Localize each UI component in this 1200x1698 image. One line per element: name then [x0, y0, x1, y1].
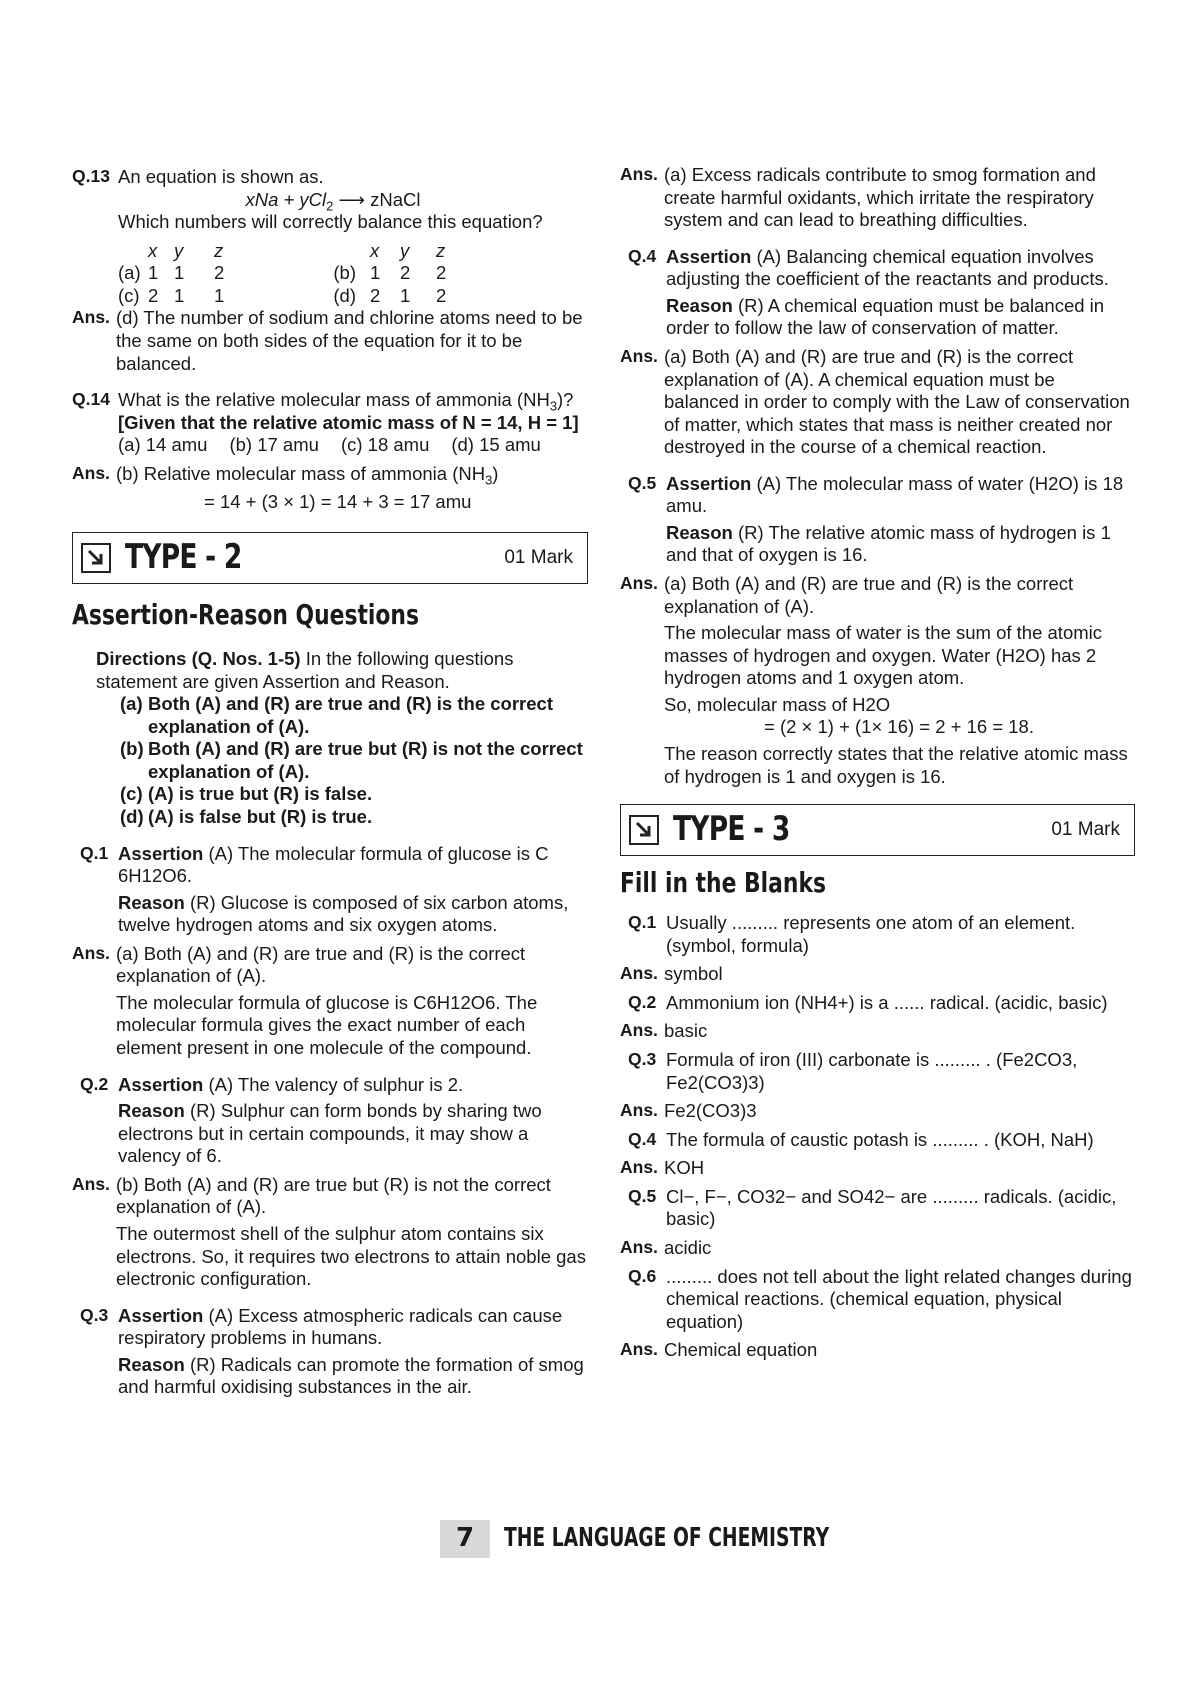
- question-ar-2: Q.2 Assertion (A) The valency of sulphur is 2. Reason (R) Sulphur can form bonds by sharing two electrons but in certain compounds, it may show a valency of 6.: [80, 1073, 542, 1167]
- answer-14: Ans. (b) Relative molecular mass of ammonia $(NH_3)$ = 14 + (3 × 1) = 14 + 3 = 17 amu: [72, 463, 588, 514]
- type-title: TYPE - 2: [125, 537, 242, 578]
- page-footer: [440, 1520, 956, 1558]
- fib-question-1: Q.1 Usually ......... represents one atom of an element. (symbol, formula): [628, 912, 1076, 956]
- calculation: = (2 × 1) + (1× 16) = 2 + 16 = 18.: [764, 716, 1034, 738]
- list-item: (c) (A) is true but (R) is false.: [120, 783, 373, 805]
- question-text: An equation is shown as.: [118, 166, 324, 187]
- chapter-title: THE LANGUAGE OF CHEMISTRY: [504, 1523, 830, 1554]
- question-ar-1: Q.1 Assertion (A) The molecular formula of glucose is C 6H12O6. Reason (R) Glucose is composed of six carbon atoms, twelve hydrogen atoms and six oxygen atoms.: [80, 842, 569, 936]
- calculation: = 14 + (3 × 1) = 14 + 3 = 17 amu: [204, 491, 472, 513]
- arrow-down-right-icon: [81, 543, 111, 573]
- list-item: (b) Both (A) and (R) are true but (R) is not the correct explanation of (A).: [120, 738, 583, 782]
- question-ar-5: Q.5 Assertion (A) The molecular mass of water (H2O) is 18 amu. Reason (R) The relative atomic mass of hydrogen is 1 and that of oxygen is 16.: [628, 472, 1124, 566]
- type-2-header: [72, 532, 588, 584]
- answer-13: Ans. (d) The number of sodium and chlorine atoms need to be the same on both sides of the equation for it to be balanced.: [72, 307, 583, 374]
- fib-question-5: Q.5 Cl−, F−, CO32− and SO42− are ......... radicals. (acidic, basic): [628, 1185, 1117, 1230]
- equation: xNa + yCl$_2$ ⟶ zNaCl: [245, 188, 421, 214]
- mark-label: 01 Mark: [1051, 819, 1120, 841]
- arrow-down-right-icon: [629, 815, 659, 845]
- answer-ar-3: Ans. (a) Excess radicals contribute to smog formation and create harmful oxidants, which irritate the respiratory system and can lead to breathing difficulties.: [620, 164, 1096, 231]
- fib-answer-2: Ans. basic: [620, 1020, 708, 1042]
- directions: Directions (Q. Nos. 1-5) In the following questions statement are given Assertion and Reason.: [96, 648, 514, 692]
- question-prompt: Which numbers will correctly balance this equation?: [118, 211, 543, 233]
- list-item: (d) (A) is false but (R) is true.: [120, 805, 373, 827]
- answer-ar-5: Ans. (a) Both (A) and (R) are true and (R) is the correct explanation of (A). The molecular mass of water is the sum of the atomic masses of hydrogen and oxygen. Water (H2O) has 2 hydrogen atoms and 1 oxygen atom. So, molecular mass of H2O = (2 × 1) + (1× 16) = 2 + 16 = 18. The reason correctly states that the relative atomic mass of hydrogen is 1 and oxygen is 16.: [620, 573, 1135, 788]
- fib-question-4: Q.4 The formula of caustic potash is ......... . (KOH, NaH): [628, 1128, 1094, 1150]
- given-values: [Given that the relative atomic mass of N = 14, H = 1]: [118, 411, 579, 433]
- fib-question-2: Q.2 Ammonium ion (NH4+) is a ...... radical. (acidic, basic): [628, 991, 1108, 1013]
- right-column: [620, 164, 1135, 1368]
- left-column: [72, 166, 588, 1405]
- fib-answer-5: Ans. acidic: [620, 1236, 712, 1258]
- mark-label: 01 Mark: [504, 547, 573, 569]
- fib-question-3: Q.3 Formula of iron (III) carbonate is ......... . (Fe2CO3, Fe2(CO3)3): [628, 1049, 1078, 1093]
- question-label: Q.13: [72, 166, 110, 186]
- fib-question-6: Q.6 ......... does not tell about the light related changes during chemical reactions. (chemical equation, physical equation): [628, 1265, 1132, 1332]
- answer-ar-2: Ans. (b) Both (A) and (R) are true but (R) is not the correct explanation of (A). The outermost shell of the sulphur atom contains six electrons. So, it requires two electrons to attain noble gas electronic configuration.: [72, 1173, 586, 1290]
- question-ar-4: Q.4 Assertion (A) Balancing chemical equation involves adjusting the coefficient of the reactants and products. Reason (R) A chemical equation must be balanced in order to follow the law of conservation of matter.: [628, 245, 1109, 339]
- question-label: Q.14: [72, 389, 110, 410]
- type-3-header: [620, 804, 1135, 856]
- fib-answer-3: Ans. Fe2(CO3)3: [620, 1100, 757, 1122]
- fib-answer-4: Ans. KOH: [620, 1157, 705, 1179]
- option-grid: x y z x y z (a) 1 1 2 (b) 1 2 2 (c) 2 1 1 (d) 2 1 2: [118, 239, 447, 306]
- fib-answer-6: Ans. Chemical equation: [620, 1339, 818, 1361]
- question-13: [72, 166, 588, 234]
- type-title: TYPE - 3: [673, 809, 790, 850]
- question-14: Q.14 What is the relative molecular mass of ammonia $(NH_3)$? [Given that the relative atomic mass of N = 14, H = 1] (a) 14 amu (b) 17 amu (c) 18 amu (d) 15 amu: [72, 389, 588, 457]
- fib-answer-1: Ans. symbol: [620, 963, 723, 985]
- list-item: (a) Both (A) and (R) are true and (R) is the correct explanation of (A).: [120, 693, 553, 737]
- page-number: 7: [440, 1520, 490, 1558]
- question-ar-3: Q.3 Assertion (A) Excess atmospheric radicals can cause respiratory problems in humans. Reason (R) Radicals can promote the formation of smog and harmful oxidising substances in the air.: [80, 1304, 584, 1398]
- option-row: (a) 14 amu (b) 17 amu (c) 18 amu (d) 15 amu: [118, 434, 541, 456]
- directions-options: [72, 693, 588, 828]
- section-title: Fill in the Blanks: [620, 866, 826, 900]
- answer-ar-1: Ans. (a) Both (A) and (R) are true and (R) is the correct explanation of (A). The molecular formula of glucose is C6H12O6. The molecular formula gives the exact number of each element present in one molecule of the compound.: [72, 942, 538, 1059]
- answer-ar-4: Ans. (a) Both (A) and (R) are true and (R) is the correct explanation of (A). A chemical equation must be balanced in order to comply with the Law of conservation of matter, which states that mass is neither created nor destroyed in the course of a chemical reaction.: [620, 345, 1130, 458]
- section-title: Assertion-Reason Questions: [72, 597, 419, 631]
